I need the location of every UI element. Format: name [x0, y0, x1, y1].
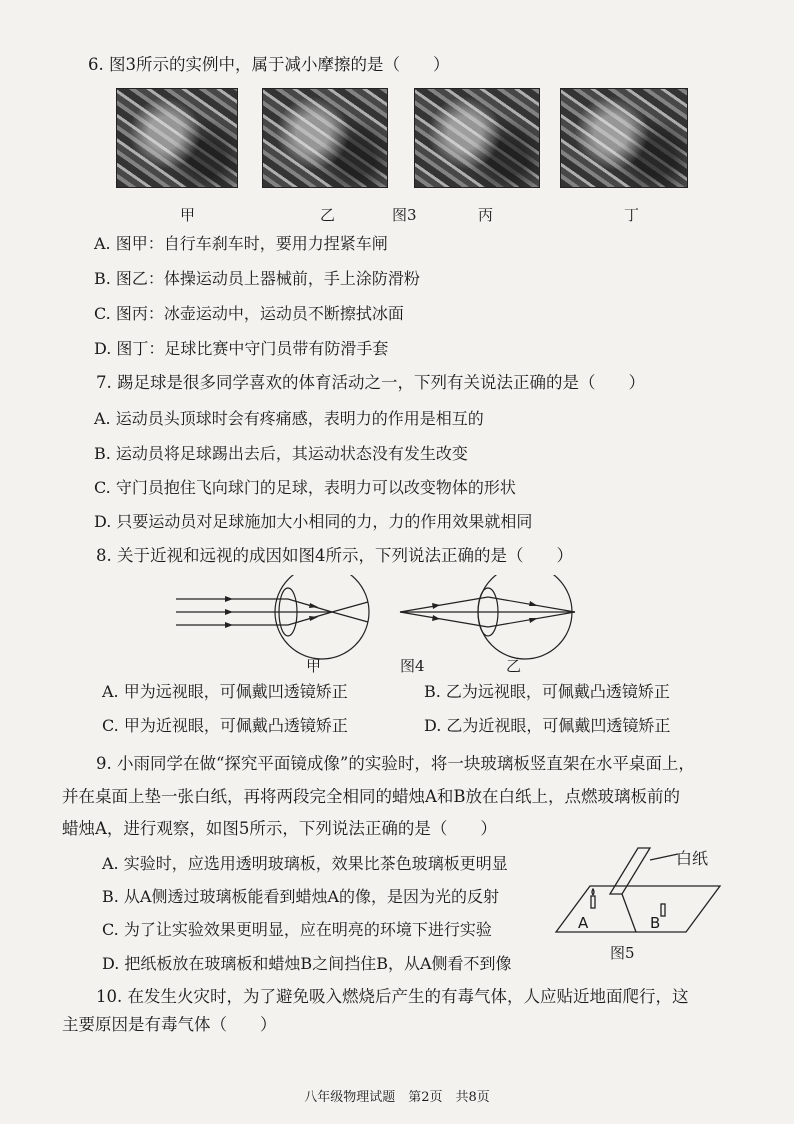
fig5-label-white-paper: 白纸 — [676, 849, 709, 868]
q7-option-c: C. 守门员抱住飞向球门的足球，表明力可以改变物体的形状 — [94, 478, 516, 497]
q7-option-a: A. 运动员头顶球时会有疼痛感，表明力的作用是相互的 — [94, 409, 484, 428]
q9-stem-line-3: 蜡烛A，进行观察，如图5所示，下列说法正确的是（ ） — [62, 819, 497, 838]
q7-option-b: B. 运动员将足球踢出去后，其运动状态没有发生改变 — [94, 444, 468, 463]
q6-stem: 6. 图3所示的实例中，属于减小摩擦的是（ ） — [88, 55, 450, 74]
q7-stem: 7. 踢足球是很多同学喜欢的体育活动之一，下列有关说法正确的是（ ） — [96, 373, 645, 392]
q9-option-c: C. 为了让实验效果更明显，应在明亮的环境下进行实验 — [102, 920, 492, 939]
fig5-label-a: A — [578, 914, 589, 932]
q8-option-a: A. 甲为远视眼，可佩戴凹透镜矫正 — [102, 682, 348, 701]
q10-stem-line-2: 主要原因是有毒气体（ ） — [62, 1015, 277, 1034]
fig3-label-ding: 丁 — [624, 206, 640, 224]
fig5-label-b: B — [650, 914, 661, 932]
figure3-yi-photo — [262, 88, 388, 188]
candle-b-icon — [661, 904, 665, 916]
q9-option-a: A. 实验时，应选用透明玻璃板，效果比茶色玻璃板更明显 — [102, 854, 508, 873]
q9-stem-line-2: 并在桌面上垫一张白纸，再将两段完全相同的蜡烛A和B放在白纸上，点燃玻璃板前的 — [62, 787, 681, 806]
fig5-caption: 图5 — [610, 944, 635, 962]
q6-option-d: D. 图丁：足球比赛中守门员带有防滑手套 — [94, 339, 389, 358]
fig3-label-bing: 丙 — [478, 206, 494, 224]
figure3-ding-photo — [560, 88, 688, 188]
q6-option-c: C. 图丙：冰壶运动中，运动员不断擦拭冰面 — [94, 304, 404, 323]
q9-stem-line-1: 9. 小雨同学在做“探究平面镜成像”的实验时，将一块玻璃板竖直架在水平桌面上， — [96, 754, 695, 773]
q10-stem-line-1: 10. 在发生火灾时，为了避免吸入燃烧后产生的有毒气体，人应贴近地面爬行，这 — [96, 987, 689, 1006]
fig4-label-jia: 甲 — [306, 657, 322, 675]
q6-option-a: A. 图甲：自行车刹车时，要用力捏紧车闸 — [94, 234, 388, 253]
q8-option-d: D. 乙为近视眼，可佩戴凹透镜矫正 — [424, 716, 671, 735]
fig3-label-jia: 甲 — [180, 206, 196, 224]
candle-a-icon — [591, 896, 595, 908]
q6-option-b: B. 图乙：体操运动员上器械前，手上涂防滑粉 — [94, 269, 420, 288]
glass-plate — [610, 848, 650, 894]
figure3-jia-photo — [116, 88, 238, 188]
q7-option-d: D. 只要运动员对足球施加大小相同的力，力的作用效果就相同 — [94, 512, 533, 531]
q9-option-b: B. 从A侧透过玻璃板能看到蜡烛A的像，是因为光的反射 — [102, 887, 500, 906]
fig3-caption: 图3 — [392, 206, 417, 224]
fig4-label-yi: 乙 — [506, 657, 522, 675]
fig3-label-yi: 乙 — [320, 206, 336, 224]
eye-yi-eyeball — [478, 575, 572, 659]
fig4-caption: 图4 — [400, 657, 425, 675]
q9-option-d: D. 把纸板放在玻璃板和蜡烛B之间挡住B，从A侧看不到像 — [102, 954, 512, 973]
figure3-bing-photo — [414, 88, 540, 188]
q8-option-b: B. 乙为远视眼，可佩戴凸透镜矫正 — [424, 682, 670, 701]
page-footer: 八年级物理试题 第2页 共8页 — [304, 1090, 490, 1105]
q8-option-c: C. 甲为近视眼，可佩戴凸透镜矫正 — [102, 716, 348, 735]
q8-stem: 8. 关于近视和远视的成因如图4所示，下列说法正确的是（ ） — [96, 546, 573, 565]
figure4-eye-diagram — [170, 575, 590, 665]
